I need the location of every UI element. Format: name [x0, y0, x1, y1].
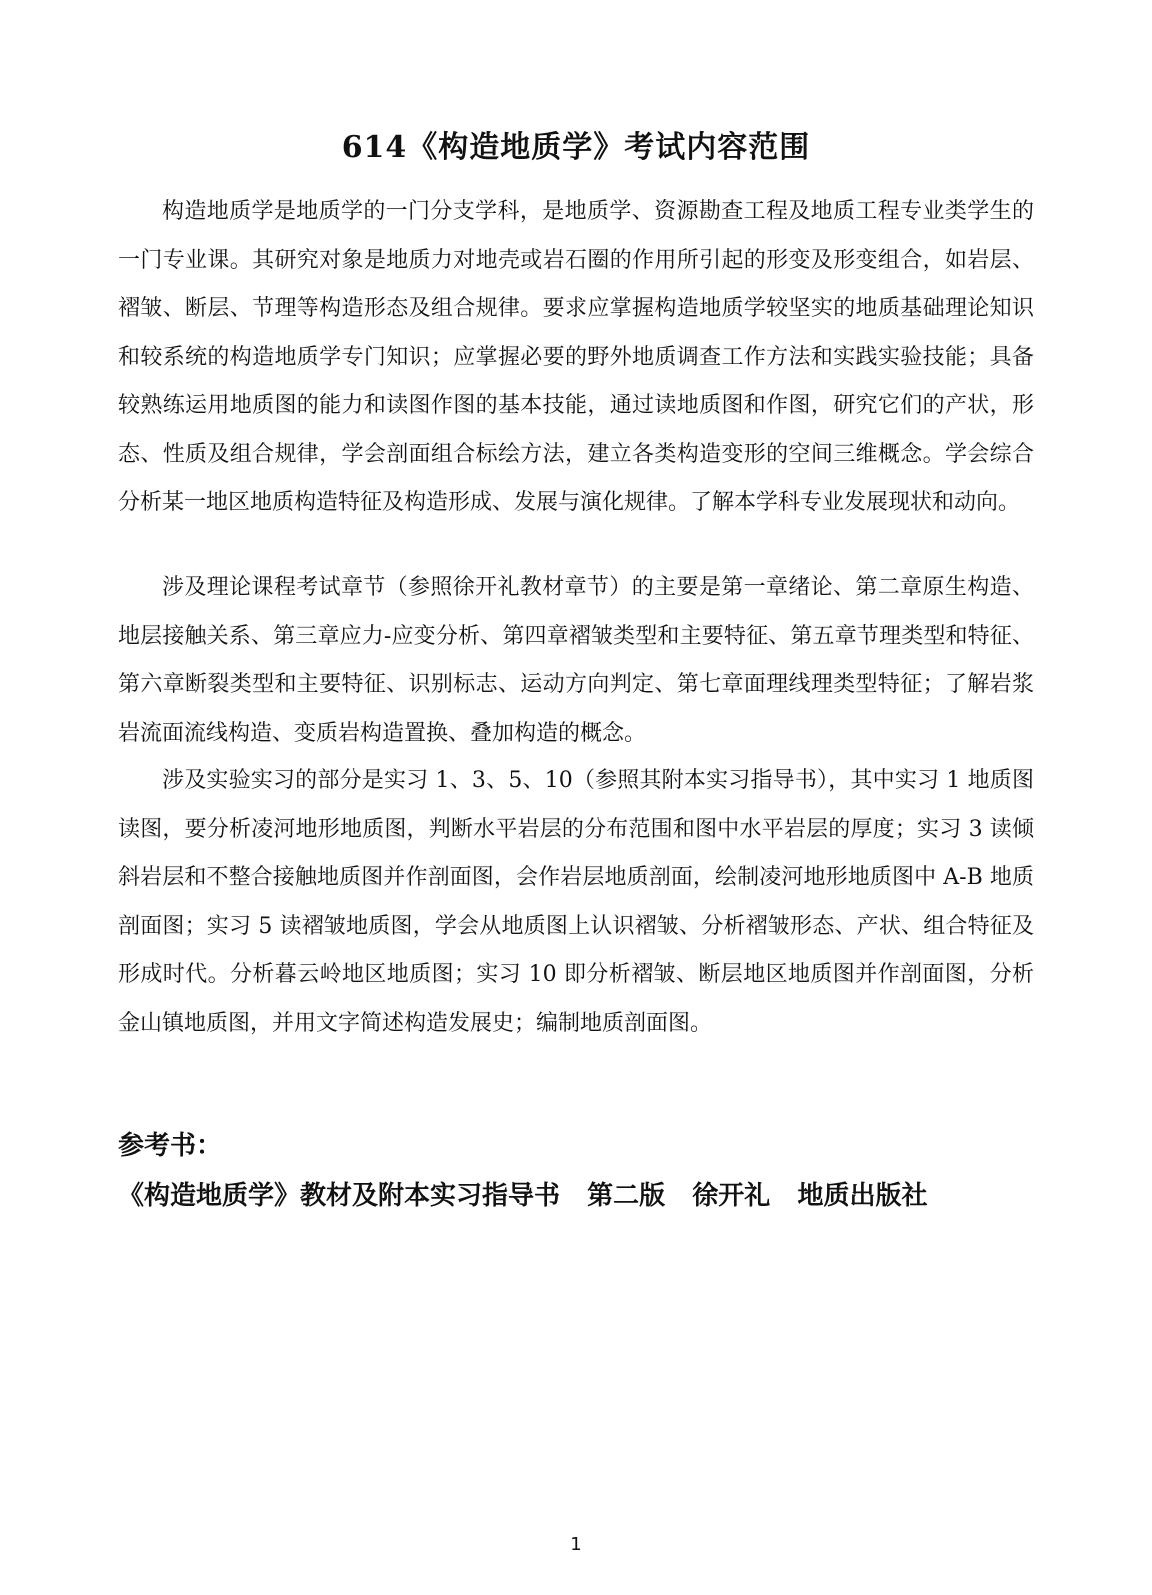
paragraph-overview: 构造地质学是地质学的一门分支学科，是地质学、资源勘查工程及地质工程专业类学生的一门专业课。其研究对象是地质力对地壳或岩石圈的作用所引起的形变及形变组合，如岩层、褶皱、断层、节理等构造形态及组合规律。要求应掌握构造地质学较坚实的地质基础理论知识和较系统的构造地质学专门知识；应掌握必要的野外地质调查工作方法和实践实验技能；具备较熟练运用地质图的能力和读图作图的基本技能，通过读地质图和作图，研究它们的产状，形态、性质及组合规律，学会剖面组合标绘方法，建立各类构造变形的空间三维概念。学会综合分析某一地区地质构造特征及构造形成、发展与演化规律。了解本学科专业发展现状和动向。 [118, 199, 1034, 515]
references-heading: 参考书： [118, 1131, 223, 1161]
paragraph-theory-chapters: 涉及理论课程考试章节（参照徐开礼教材章节）的主要是第一章绪论、第二章原生构造、地层接触关系、第三章应力-应变分析、第四章褶皱类型和主要特征、第五章节理类型和特征、第六章断裂类型和主要特征、识别标志、运动方向判定、第七章面理线理类型特征；了解岩浆岩流面流线构造、变质岩构造置换、叠加构造的概念。 [118, 575, 1034, 746]
reference-book: 《构造地质学》教材及附本实习指导书 第二版 徐开礼 地质出版社 [118, 1181, 928, 1211]
page-number: 1 [570, 1534, 582, 1555]
paragraph-lab-practice: 涉及实验实习的部分是实习 1、3、5、10（参照其附本实习指导书），其中实习 1 地质图读图，要分析凌河地形地质图，判断水平岩层的分布范围和图中水平岩层的厚度；实习 3 读倾斜岩层和不整合接触地质图并作剖面图，会作岩层地质剖面，绘制凌河地形地质图中 A-B 地质剖面图；实习 5 读褶皱地质图，学会从地质图上认识褶皱、分析褶皱形态、产状、组合特征及形成时代。分析暮云岭地区地质图；实习 10 即分析褶皱、断层地区地质图并作剖面图，分析金山镇地质图，并用文字简述构造发展史；编制地质剖面图。 [118, 768, 1034, 1036]
document-title: 614《构造地质学》考试内容范围 [341, 130, 811, 165]
